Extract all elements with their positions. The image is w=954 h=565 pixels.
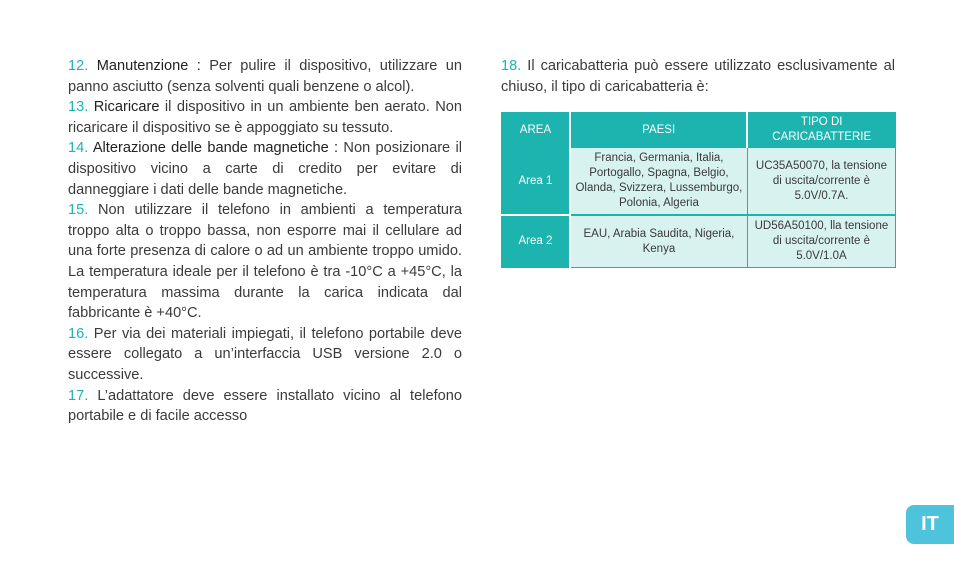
item-text: Per pulire il dispositivo, utilizzare un panno asciutto (senza solventi quali benzene o alcol). [68,58,462,95]
item-number: 16. [68,325,89,342]
left-column [68,56,462,427]
charger-type-cell: UC35A50070, la tensione di uscita/corrente è 5.0V/0.7A. [747,148,895,216]
header-tipo: TIPO DI CARICABATTERIE [747,113,895,148]
item-heading: Alterazione delle bande magnetiche : [92,140,339,157]
item-13 [68,97,462,138]
item-text: L’adattatore deve essere installato vicino al telefono portabile e di facile accesso [68,387,462,425]
item-text: Non posizionare il dispositivo vicino a carte di credito per evitare di danneggiare i dati delle bande magnetiche. [68,140,462,198]
item-number: 18. [501,58,522,74]
header-paesi: PAESI [570,113,747,148]
item-heading: Manutenzione : [96,58,201,74]
charger-type-cell: UD56A50100, lla tensione di uscita/corrente è 5.0V/1.0A [747,215,895,268]
item-14 [68,138,462,200]
item-number: 12. [68,58,89,74]
item-text: Il caricabatteria può essere utilizzato esclusivamente al chiuso, il tipo di caricabatteria è: [501,58,895,95]
right-column [501,56,895,97]
header-area: AREA [502,113,570,148]
item-number: 17. [68,387,89,404]
area-cell: Area 2 [502,215,570,268]
area-cell: Area 1 [502,148,570,216]
item-18 [501,56,895,97]
item-text: il dispositivo in un ambiente ben aerato. Non ricaricare il dispositivo se è appoggiato su tessuto. [68,99,462,136]
item-17 [68,386,462,427]
item-12 [68,56,462,97]
item-number: 14. [68,140,89,157]
item-number: 15. [68,202,89,219]
item-text: Non utilizzare il telefono in ambienti a temperatura troppo alta o troppo bassa, non esporre mai il cellulare ad una forte presenza di calore o ad un ambiente troppo umido. La temperatura ideale per il telefono è tra -10°C a +45°C, la temperatura massima durante la carica indicata dal fabbricante è +40°C. [68,202,462,322]
item-16 [68,324,462,386]
countries-cell: Francia, Germania, Italia, Portogallo, Spagna, Belgio, Olanda, Svizzera, Lussemburgo, Polonia, Algeria [570,148,747,216]
countries-cell: EAU, Arabia Saudita, Nigeria, Kenya [570,215,747,268]
item-number: 13. [68,99,89,116]
item-heading: Ricaricare [93,99,160,116]
table-row [502,215,896,268]
charger-table [501,112,896,268]
language-badge: IT [906,505,954,544]
table-row [502,148,896,216]
item-text: Per via dei materiali impiegati, il telefono portabile deve essere collegato a un’interfaccia USB versione 2.0 o successive. [68,325,462,383]
item-15 [68,200,462,324]
table-header-row [502,113,896,148]
